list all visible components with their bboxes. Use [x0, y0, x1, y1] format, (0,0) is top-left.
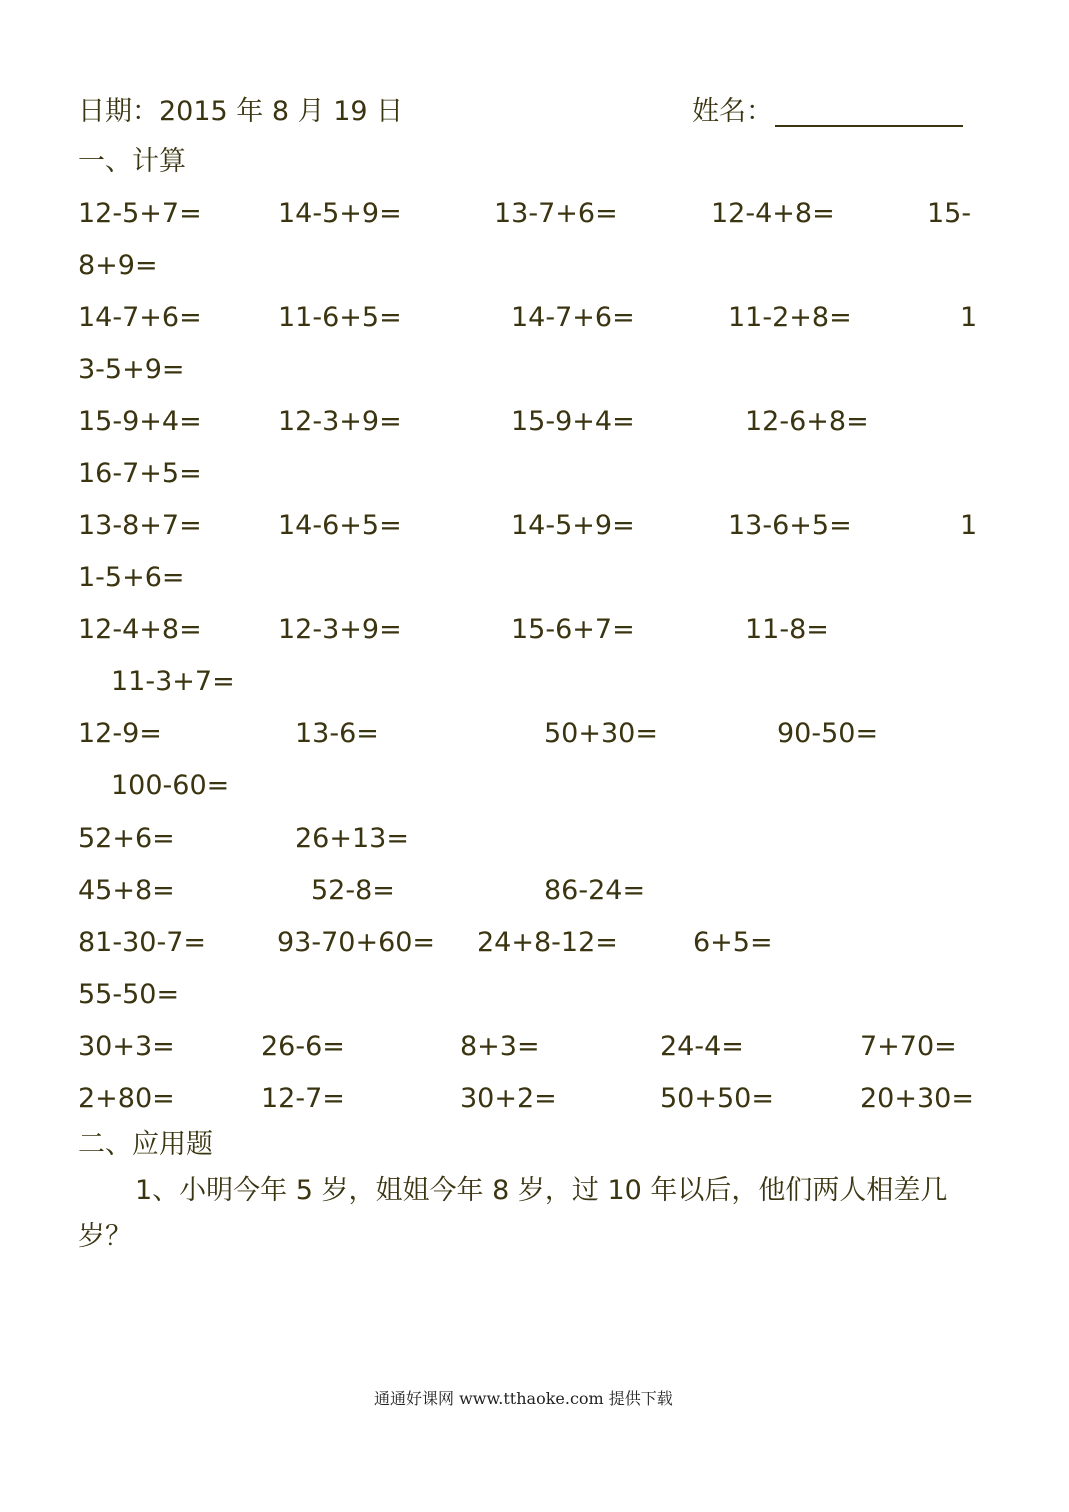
- problem: 1-5+6=: [78, 562, 185, 593]
- problem: 12-6+8=: [745, 406, 869, 437]
- problem: 30+2=: [460, 1083, 557, 1114]
- problem: 52+6=: [78, 823, 175, 854]
- problem: 26-6=: [261, 1031, 345, 1062]
- problem: 2+80=: [78, 1083, 175, 1114]
- problem: 13-7+6=: [494, 198, 618, 229]
- problem: 14-5+9=: [278, 198, 402, 229]
- problem: 14-5+9=: [511, 510, 635, 541]
- problem: 12-3+9=: [278, 614, 402, 645]
- problem: 90-50=: [777, 718, 879, 749]
- problem: 30+3=: [78, 1031, 175, 1062]
- problem: 8+9=: [78, 250, 158, 281]
- section-title-calculation: 一、计算: [78, 146, 186, 177]
- problem: 14-7+6=: [78, 302, 202, 333]
- problem: 93-70+60=: [277, 927, 436, 958]
- word-problem-1: 1、小明今年 5 岁，姐姐今年 8 岁，过 10 年以后，他们两人相差几: [135, 1175, 948, 1206]
- problem: 86-24=: [544, 875, 646, 906]
- problem: 50+50=: [660, 1083, 774, 1114]
- problem: 12-9=: [78, 718, 162, 749]
- problem: 14-6+5=: [278, 510, 402, 541]
- problem: 15-: [927, 198, 972, 229]
- page-footer: 通通好课网 www.tthaoke.com 提供下载: [374, 1389, 673, 1408]
- problem: 13-6=: [295, 718, 379, 749]
- problem: 50+30=: [544, 718, 658, 749]
- problem: 7+70=: [860, 1031, 957, 1062]
- date-line: 日期：2015 年 8 月 19 日: [78, 96, 404, 127]
- problem: 3-5+9=: [78, 354, 185, 385]
- problem: 12-3+9=: [278, 406, 402, 437]
- problem: 11-2+8=: [728, 302, 852, 333]
- problem: 52-8=: [311, 875, 395, 906]
- problem: 15-6+7=: [511, 614, 635, 645]
- problem: 12-5+7=: [78, 198, 202, 229]
- problem: 15-9+4=: [78, 406, 202, 437]
- problem: 16-7+5=: [78, 458, 202, 489]
- problem: 14-7+6=: [511, 302, 635, 333]
- problem: 15-9+4=: [511, 406, 635, 437]
- problem: 11-3+7=: [111, 666, 235, 697]
- name-label: 姓名：: [692, 96, 773, 127]
- problem: 12-7=: [261, 1083, 345, 1114]
- problem: 45+8=: [78, 875, 175, 906]
- section-title-word-problems: 二、应用题: [78, 1129, 213, 1160]
- problem: 8+3=: [460, 1031, 540, 1062]
- problem: 12-4+8=: [78, 614, 202, 645]
- problem: 11-8=: [745, 614, 829, 645]
- problem: 13-6+5=: [728, 510, 852, 541]
- problem: 20+30=: [860, 1083, 974, 1114]
- problem: 1: [960, 302, 978, 333]
- word-problem-1-continued: 岁？: [78, 1221, 132, 1252]
- problem: 24+8-12=: [477, 927, 618, 958]
- problem: 55-50=: [78, 979, 180, 1010]
- problem: 6+5=: [693, 927, 773, 958]
- problem: 100-60=: [111, 770, 230, 801]
- problem: 11-6+5=: [278, 302, 402, 333]
- problem: 26+13=: [295, 823, 409, 854]
- problem: 81-30-7=: [78, 927, 206, 958]
- name-underline: [775, 125, 963, 127]
- problem: 12-4+8=: [711, 198, 835, 229]
- problem: 24-4=: [660, 1031, 744, 1062]
- problem: 1: [960, 510, 978, 541]
- problem: 13-8+7=: [78, 510, 202, 541]
